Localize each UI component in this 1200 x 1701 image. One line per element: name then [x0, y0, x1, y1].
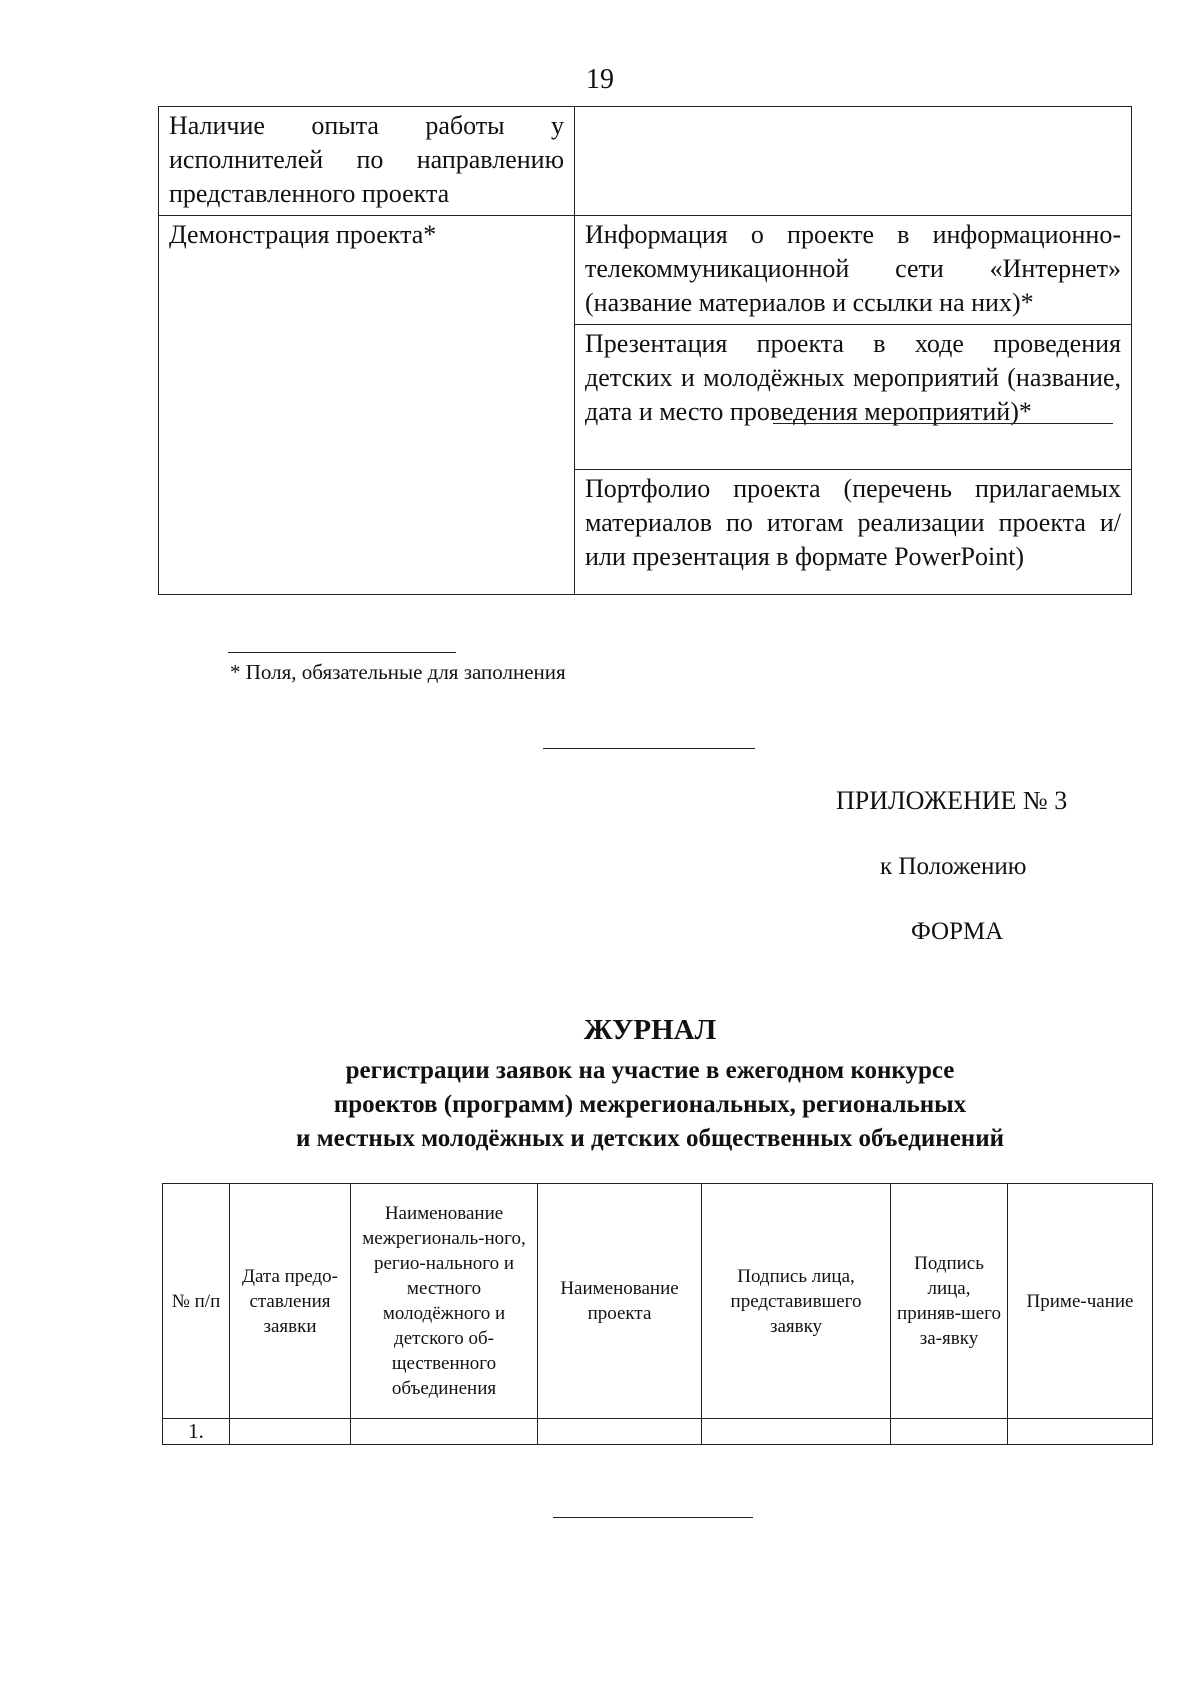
col-date-header: Дата предо-ставления заявки	[230, 1184, 351, 1419]
row-cell	[230, 1419, 351, 1445]
col-number-header: № п/п	[163, 1184, 230, 1419]
col-note-header: Приме-чание	[1008, 1184, 1153, 1419]
col-receiver-signature-header: Подпись лица, приняв-шего за-явку	[891, 1184, 1008, 1419]
page-number: 19	[586, 64, 614, 95]
appendix-label: ПРИЛОЖЕНИЕ № 3	[836, 786, 1068, 815]
row-cell	[891, 1419, 1008, 1445]
footnote: * Поля, обязательные для заполнения	[230, 660, 566, 684]
experience-value	[575, 107, 1132, 216]
end-rule	[553, 1517, 753, 1518]
col-organization-header: Наименование межрегиональ-ного, регио-нального и местного молодёжного и детского об-щественного объединения	[351, 1184, 538, 1419]
row-cell	[538, 1419, 702, 1445]
row-cell	[702, 1419, 891, 1445]
journal-subtitle: регистрации заявок на участие в ежегодном конкурсе проектов (программ) межрегиональных, региональных и местных молодёжных и детских общественных объединений	[295, 1057, 1005, 1152]
footnote-rule	[228, 652, 456, 653]
form-label: ФОРМА	[911, 918, 1004, 945]
registration-journal-table	[162, 1183, 1153, 1445]
fill-in-line	[773, 397, 1113, 424]
row-cell	[351, 1419, 538, 1445]
journal-title: ЖУРНАЛ	[583, 1014, 717, 1046]
to-regulation-label: к Положению	[880, 853, 1027, 880]
row-cell	[1008, 1419, 1153, 1445]
experience-label: Наличие опыта работы у исполнителей по направлению представленного проекта	[159, 107, 575, 216]
project-info-table	[158, 106, 1132, 595]
demonstration-label: Демонстрация проекта*	[159, 216, 575, 595]
presentation-cell: Презентация проекта в ходе проведения детских и молодёжных мероприятий (название, дата и место проведения мероприятий)*	[575, 325, 1132, 470]
portfolio-cell: Портфолио проекта (перечень прилагаемых материалов по итогам реализации проекта и/или презентация в формате PowerPoint)	[575, 470, 1132, 595]
row-number: 1.	[163, 1419, 230, 1445]
col-submitter-signature-header: Подпись лица, представившего заявку	[702, 1184, 891, 1419]
separator-rule	[543, 748, 755, 749]
col-project-name-header: Наименование проекта	[538, 1184, 702, 1419]
table-row	[163, 1419, 1153, 1445]
internet-info-cell: Информация о проекте в информационно-телекоммуникационной сети «Интернет» (название материалов и ссылки на них)*	[575, 216, 1132, 325]
